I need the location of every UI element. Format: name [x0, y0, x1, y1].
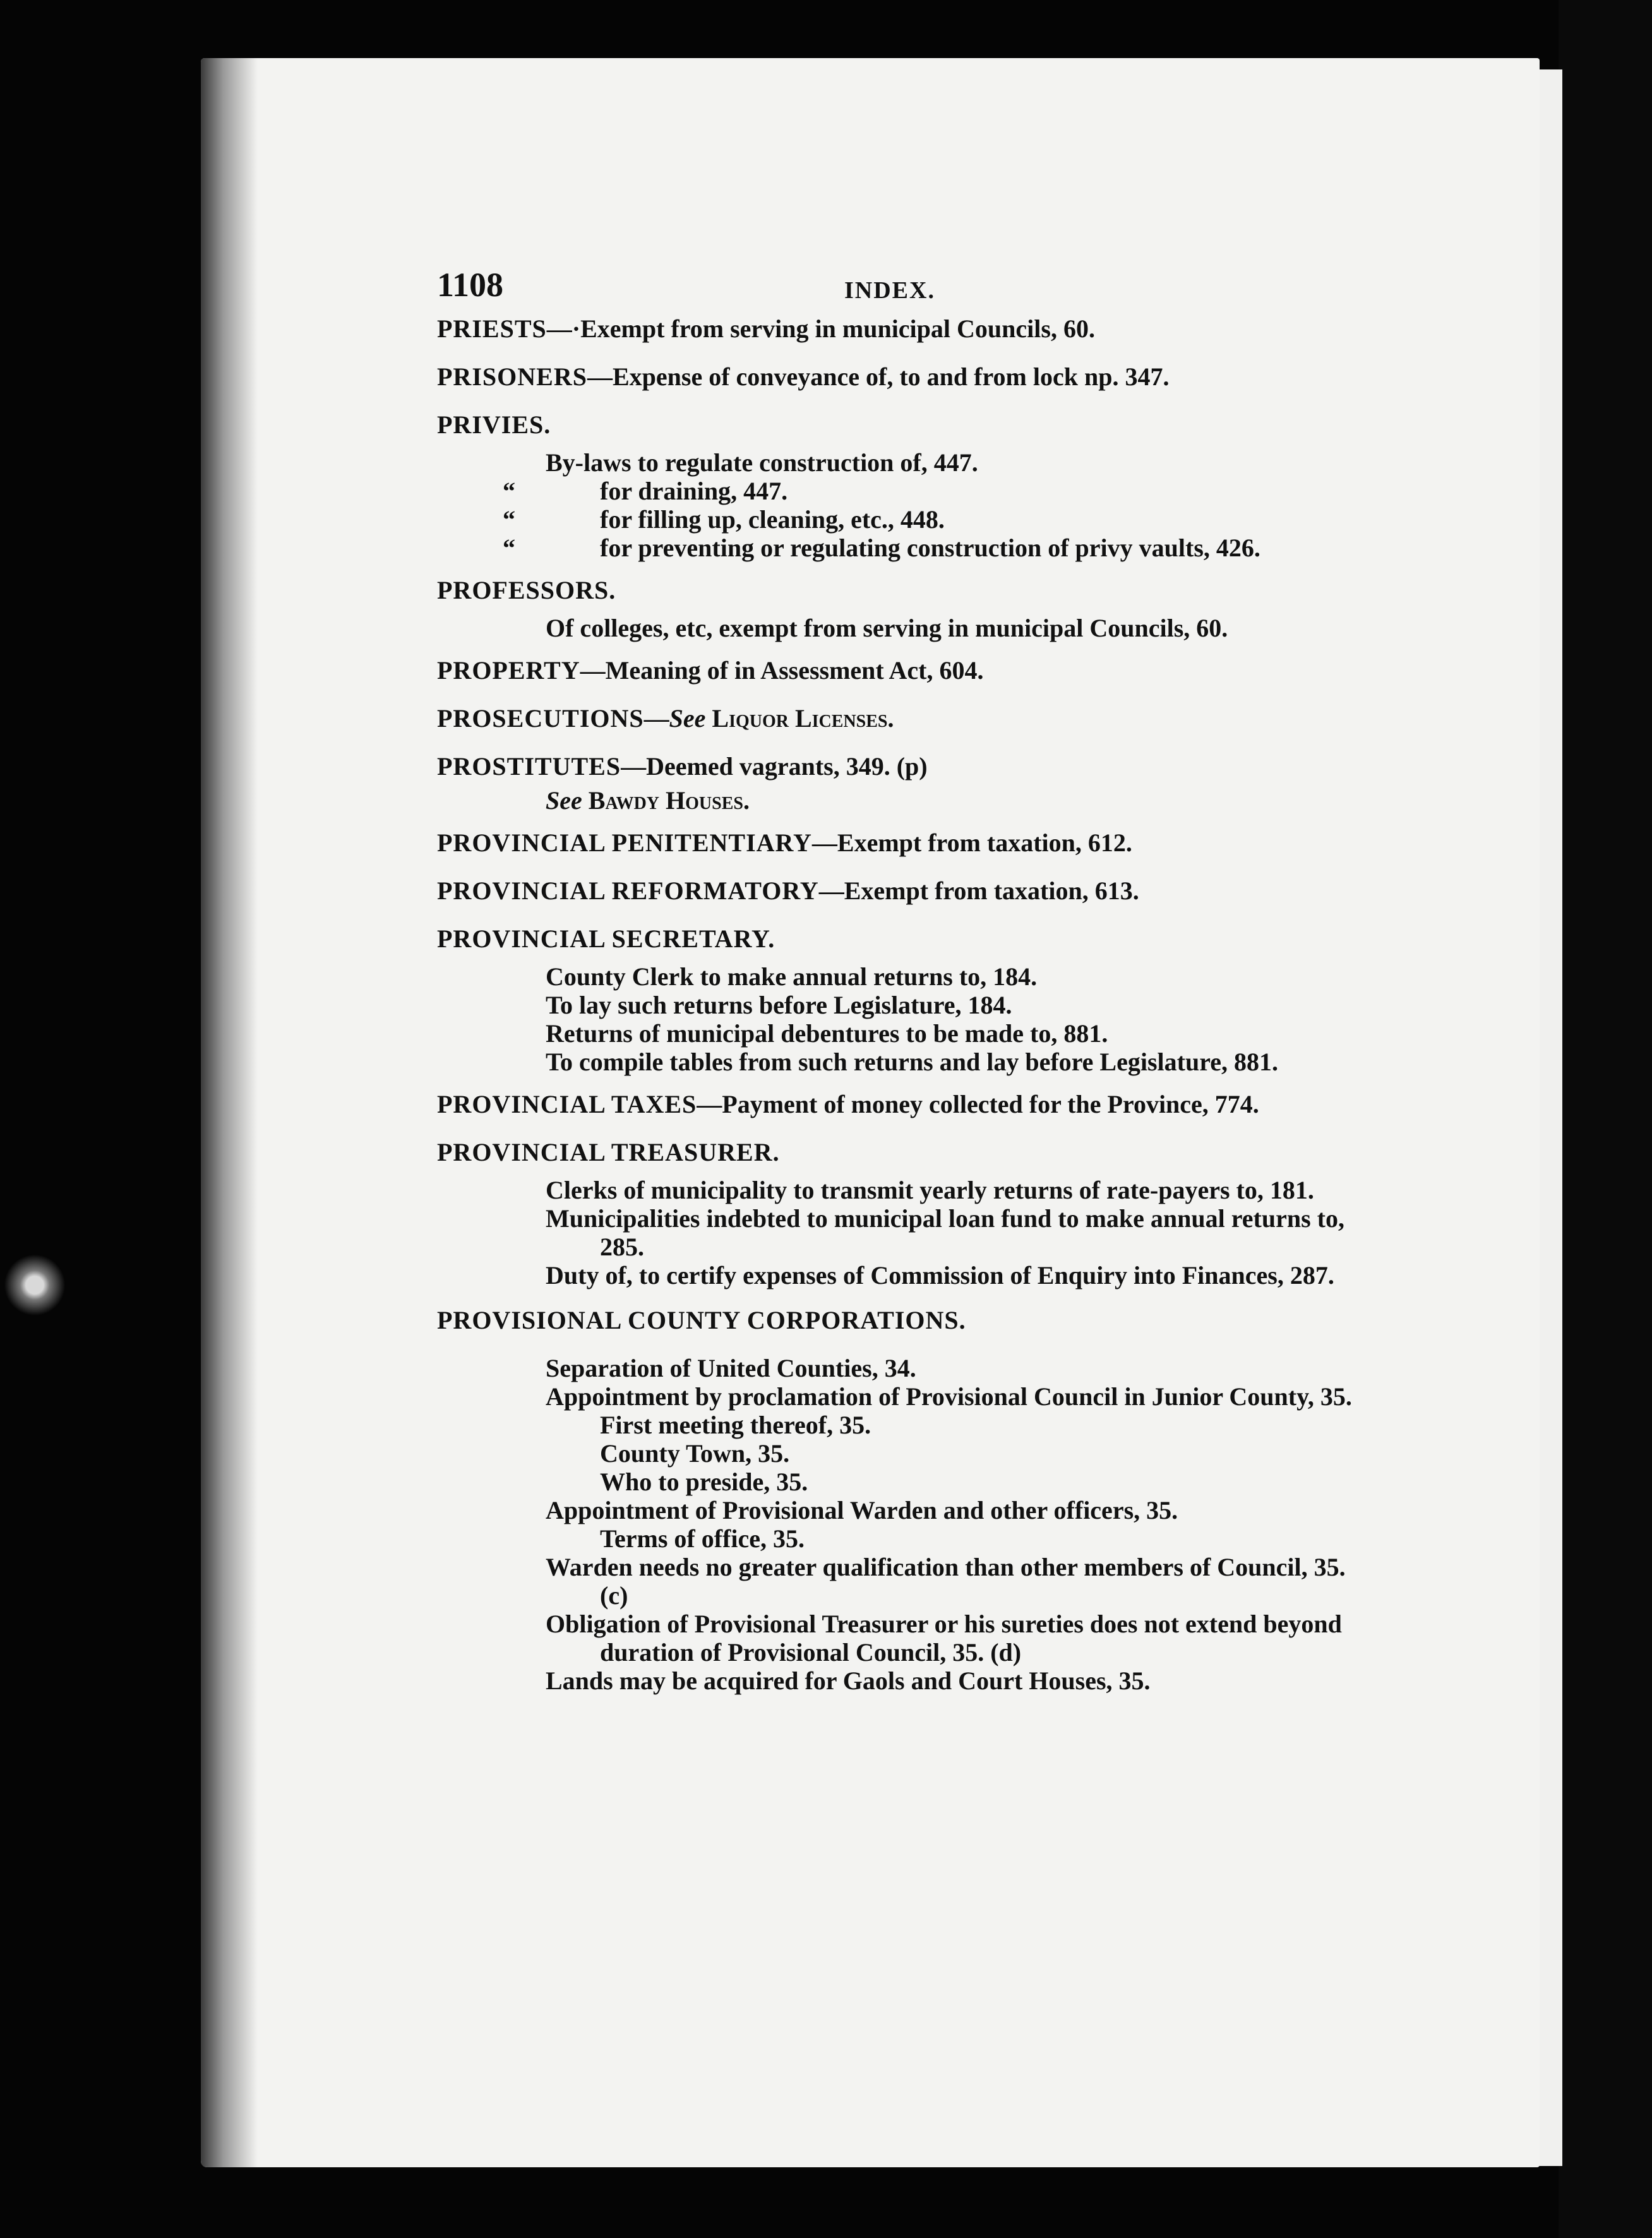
sub-entry: Duty of, to certify expenses of Commission of Enquiry into Finances, 287. — [546, 1261, 1334, 1290]
sub-entry: Who to preside, 35. — [600, 1468, 808, 1496]
index-entry-property — [437, 651, 1353, 690]
entry-heading: PROVINCIAL REFORMATORY — [437, 877, 819, 905]
sub-entry-list — [437, 614, 1353, 642]
entry-text: —Exempt from taxation, 613. — [818, 877, 1139, 905]
entry-text: —Expense of conveyance of, to and from lock np. 347. — [587, 362, 1170, 391]
sub-entry: “ for draining, 447. — [503, 477, 788, 505]
index-entry-prostitutes — [437, 747, 1353, 815]
sub-entry-list — [437, 1354, 1353, 1695]
scan-artifact-left — [0, 1250, 69, 1320]
sub-entry: Municipalities indebted to municipal loan fund to make annual returns to, 285. — [546, 1204, 1344, 1261]
sub-entry: Returns of municipal debentures to be made to, 881. — [546, 1019, 1108, 1048]
index-entry-provincial-penitentiary — [437, 823, 1353, 863]
cross-reference: Liquor Licenses. — [712, 704, 894, 733]
entry-heading: PROVINCIAL TAXES — [437, 1090, 697, 1118]
entry-text: —Payment of money collected for the Province, 774. — [697, 1090, 1259, 1118]
sub-entry: County Clerk to make annual returns to, 184. — [546, 962, 1038, 991]
sub-entry: Appointment of Provisional Warden and other officers, 35. — [546, 1496, 1178, 1524]
page-header — [437, 265, 1353, 309]
entry-heading: PRISONERS — [437, 362, 587, 391]
sub-entry-list — [437, 448, 1353, 562]
index-content — [437, 265, 1353, 1704]
entry-heading: PROVINCIAL TREASURER. — [437, 1138, 780, 1166]
cross-reference: Bawdy Houses. — [588, 786, 750, 815]
see-reference-label: See — [669, 704, 706, 733]
index-entry-privies — [437, 405, 1353, 562]
sub-entry: Obligation of Provisional Treasurer or his sureties does not extend beyond duration of Provisional Council, 35. (d) — [546, 1610, 1342, 1667]
dark-background-right — [1559, 0, 1652, 2238]
sub-entry: To lay such returns before Legislature, 184. — [546, 991, 1012, 1019]
sub-entry: Lands may be acquired for Gaols and Court Houses, 35. — [546, 1667, 1151, 1695]
index-entry-prisoners — [437, 357, 1353, 397]
page-number: 1108 — [437, 266, 504, 304]
entry-heading: PRIVIES. — [437, 410, 551, 439]
sub-entry: Terms of office, 35. — [600, 1524, 805, 1553]
ditto-mark: “ — [503, 477, 515, 505]
sub-entry: Appointment by proclamation of Provisional Council in Junior County, 35. — [546, 1382, 1352, 1411]
sub-entry: By-laws to regulate construction of, 447. — [546, 448, 978, 477]
entry-heading: PROFESSORS. — [437, 576, 616, 604]
index-entry-provincial-secretary — [437, 919, 1353, 1076]
entry-text: —Deemed vagrants, 349. (p) — [621, 752, 928, 781]
entry-heading: PROPERTY — [437, 656, 580, 685]
sub-entry: Warden needs no greater qualification than other members of Council, 35. (c) — [546, 1553, 1346, 1610]
entry-text: —Exempt from taxation, 612. — [811, 829, 1132, 857]
sub-entry: Clerks of municipality to transmit yearly returns of rate-payers to, 181. — [546, 1176, 1314, 1204]
entry-heading: PROVINCIAL PENITENTIARY — [437, 829, 812, 857]
ditto-mark: “ — [503, 505, 515, 534]
sub-entry-list — [437, 786, 1353, 815]
sub-entry: “ for filling up, cleaning, etc., 448. — [503, 505, 945, 534]
entry-heading: PROVINCIAL SECRETARY. — [437, 925, 775, 953]
page-gutter-shadow — [201, 58, 258, 2167]
entry-text: —Meaning of in Assessment Act, 604. — [580, 656, 984, 685]
index-entry-provincial-reformatory — [437, 871, 1353, 911]
sub-entry-list — [437, 962, 1353, 1076]
entry-text: — — [643, 704, 669, 733]
entry-heading: PROSTITUTES — [437, 752, 621, 781]
index-entry-professors — [437, 571, 1353, 642]
index-entry-provincial-treasurer — [437, 1133, 1353, 1290]
entry-heading: PRIESTS — [437, 314, 547, 343]
index-entry-prosecutions — [437, 699, 1353, 738]
ditto-mark: “ — [503, 534, 515, 562]
sub-entry: To compile tables from such returns and lay before Legislature, 881. — [546, 1048, 1278, 1076]
sub-entry: Separation of United Counties, 34. — [546, 1354, 916, 1382]
sub-entry: Of colleges, etc, exempt from serving in municipal Councils, 60. — [546, 614, 1228, 642]
entry-heading: PROSECUTIONS — [437, 704, 644, 733]
running-title: INDEX. — [844, 277, 935, 304]
index-entry-provisional-county-corporations — [437, 1301, 1353, 1695]
sub-entry: First meeting thereof, 35. — [600, 1411, 871, 1439]
sub-entry: County Town, 35. — [600, 1439, 790, 1468]
index-entry-provincial-taxes — [437, 1085, 1353, 1124]
index-entry-priests — [437, 309, 1353, 349]
entry-text: —·Exempt from serving in municipal Councils, 60. — [546, 314, 1095, 343]
see-reference-label: See — [546, 786, 582, 815]
sub-entry — [437, 786, 1353, 815]
entry-heading: PROVISIONAL COUNTY CORPORATIONS. — [437, 1306, 966, 1334]
sub-entry: “ for preventing or regulating construction of privy vaults, 426. — [503, 534, 1260, 562]
sub-entry-list — [437, 1176, 1353, 1290]
